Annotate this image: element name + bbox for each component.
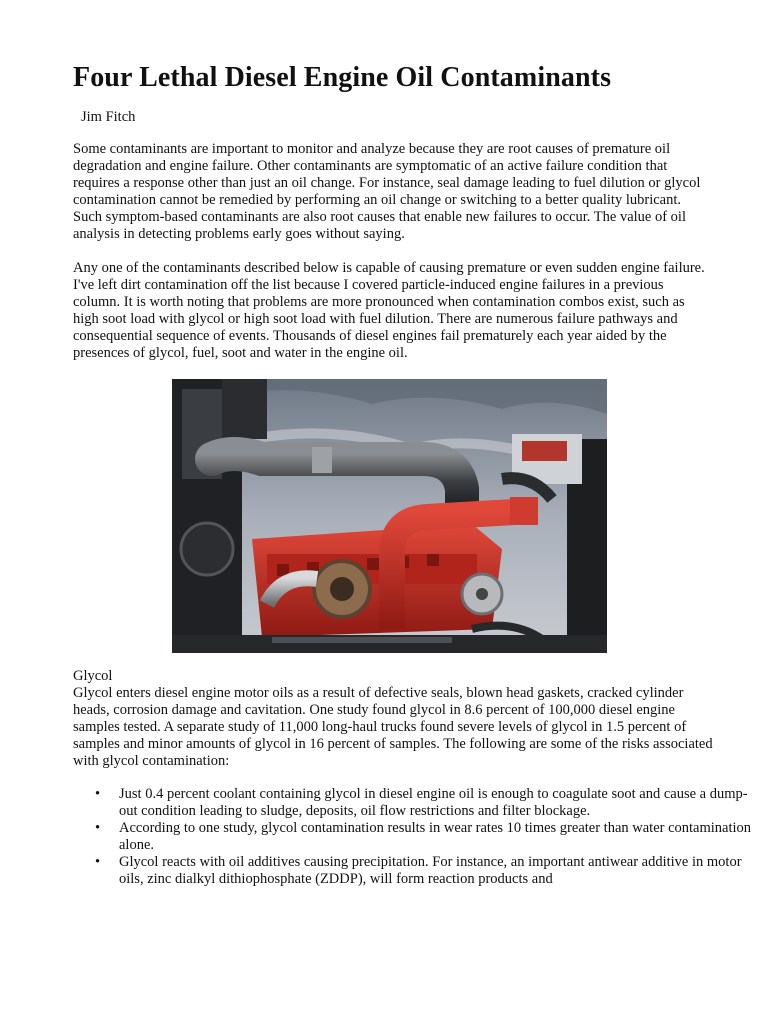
glycol-risk-list — [73, 786, 759, 888]
intro-paragraph-1: Some contaminants are important to monitor and analyze because they are root causes of premature oil degradation and engine failure. Other contaminants are symptomatic of an active failure condition that requires a response other than just an oil change. For instance, seal damage leading to fuel dilution or glycol contamination cannot be remedied by performing an oil change or switching to a better quality lubricant. Such symptom-based contaminants are also root causes that enable new failures to occur. The value of oil analysis in detecting problems early goes without saying. — [73, 141, 701, 242]
page-title: Four Lethal Diesel Engine Oil Contaminants — [73, 62, 612, 93]
author-name: Jim Fitch — [81, 109, 136, 125]
engine-photo — [172, 379, 607, 653]
intro-paragraph-2: Any one of the contaminants described below is capable of causing premature or even sudden engine failure. I've left dirt contamination off the list because I covered particle-induced engine failures in a previous column. It is worth noting that problems are more pronounced when contamination combos exist, such as high soot load with glycol or high soot load with fuel dilution. There are numerous failure pathways and consequential sequence of events. Thousands of diesel engines fail prematurely each year aided by the presences of glycol, fuel, soot and water in the engine oil. — [73, 260, 705, 361]
section-heading-glycol: Glycol — [73, 668, 113, 684]
list-item: • Glycol reacts with oil additives causing precipitation. For instance, an important antiwear additive in motor oils, zinc dialkyl dithiophosphate (ZDDP), will form reaction products and — [119, 854, 759, 888]
list-item: • According to one study, glycol contamination results in wear rates 10 times greater than water contamination alone. — [119, 820, 759, 854]
list-item: • Just 0.4 percent coolant containing glycol in diesel engine oil is enough to coagulate soot and cause a dump-out condition leading to sludge, deposits, oil flow restrictions and filter blockage. — [119, 786, 759, 820]
glycol-paragraph: Glycol enters diesel engine motor oils as a result of defective seals, blown head gaskets, cracked cylinder heads, corrosion damage and cavitation. One study found glycol in 8.6 percent of 100,000 diesel engine samples tested. A separate study of 11,000 long-haul trucks found severe levels of glycol in 1.5 percent of samples and minor amounts of glycol in 16 percent of samples. The following are some of the risks associated with glycol contamination: — [73, 685, 713, 769]
